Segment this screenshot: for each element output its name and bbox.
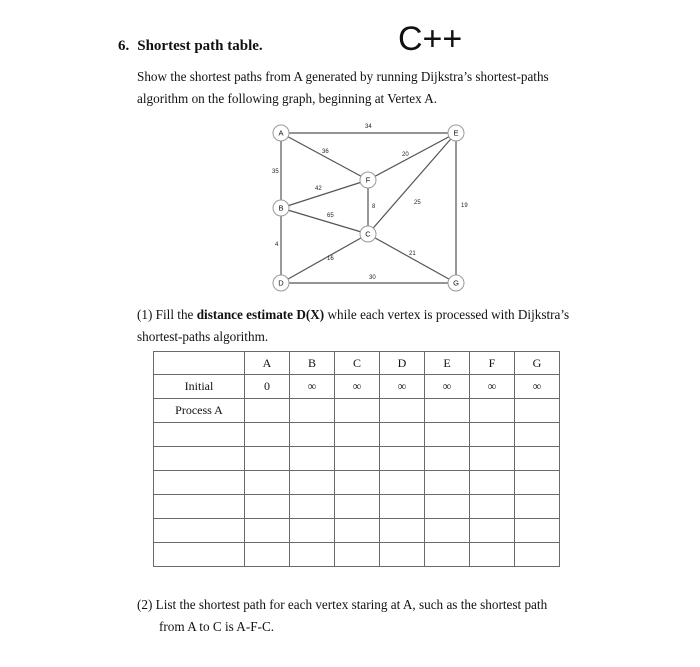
- edge-weight-b-d: 4: [275, 242, 279, 248]
- svg-text:B: B: [278, 203, 284, 213]
- part2-line-2: from A to C is A-F-C.: [159, 619, 275, 634]
- edge-d-c: [281, 234, 368, 283]
- svg-text:G: G: [453, 278, 459, 288]
- distance-cell[interactable]: [380, 543, 425, 567]
- row-label-cell: [154, 543, 245, 567]
- part1-bold: distance estimate D(X): [196, 307, 325, 322]
- table-row: [154, 495, 560, 519]
- part2-paragraph: [137, 594, 547, 638]
- distance-cell[interactable]: [380, 423, 425, 447]
- distance-cell[interactable]: [425, 471, 470, 495]
- distance-cell[interactable]: [335, 471, 380, 495]
- vertex-a: [273, 125, 289, 141]
- distance-cell[interactable]: [470, 543, 515, 567]
- row-label-cell: [154, 447, 245, 471]
- distance-cell[interactable]: [515, 423, 560, 447]
- column-header-d: D: [380, 352, 425, 375]
- row-label-cell: [154, 519, 245, 543]
- distance-cell[interactable]: [425, 495, 470, 519]
- distance-cell[interactable]: [380, 471, 425, 495]
- edge-weight-c-g: 21: [409, 251, 416, 257]
- distance-cell[interactable]: [470, 471, 515, 495]
- question-number: 6.: [118, 38, 130, 54]
- part1-paragraph: [137, 304, 569, 348]
- distance-cell[interactable]: 0: [245, 375, 290, 399]
- vertex-d: [273, 275, 289, 291]
- distance-cell[interactable]: [425, 543, 470, 567]
- edge-weight-a-e: 34: [365, 124, 372, 130]
- distance-cell[interactable]: [380, 447, 425, 471]
- distance-cell[interactable]: [380, 495, 425, 519]
- distance-cell[interactable]: ∞: [290, 375, 335, 399]
- distance-cell[interactable]: [515, 399, 560, 423]
- edge-c-g: [368, 234, 456, 283]
- distance-cell[interactable]: ∞: [470, 375, 515, 399]
- distance-cell[interactable]: ∞: [335, 375, 380, 399]
- column-header-b: B: [290, 352, 335, 375]
- distance-cell[interactable]: [425, 423, 470, 447]
- graph-diagram: [0, 0, 700, 300]
- edge-b-f: [281, 180, 368, 208]
- edge-weight-f-c: 8: [372, 204, 376, 210]
- distance-cell[interactable]: [425, 447, 470, 471]
- column-header-c: C: [335, 352, 380, 375]
- edge-weight-b-c: 65: [327, 213, 334, 219]
- part1-line-2: shortest-paths algorithm.: [137, 329, 269, 344]
- question-title: Shortest path table: [137, 38, 259, 54]
- distance-cell[interactable]: [335, 399, 380, 423]
- distance-cell[interactable]: [425, 519, 470, 543]
- table-row: [154, 519, 560, 543]
- distance-cell[interactable]: [245, 471, 290, 495]
- distance-cell[interactable]: [380, 519, 425, 543]
- distance-cell[interactable]: [245, 519, 290, 543]
- table-row: [154, 423, 560, 447]
- row-label-cell: [154, 423, 245, 447]
- distance-cell[interactable]: [245, 543, 290, 567]
- distance-cell[interactable]: [470, 399, 515, 423]
- svg-text:A: A: [278, 128, 284, 138]
- distance-cell[interactable]: ∞: [515, 375, 560, 399]
- intro-line-1: Show the shortest paths from A generated by running Dijkstra’s shortest-paths: [137, 69, 549, 84]
- edge-f-e: [368, 133, 456, 180]
- edge-weight-a-f: 36: [322, 149, 329, 155]
- vertex-b: [273, 200, 289, 216]
- part2-line-1: (2) List the shortest path for each vertex staring at A, such as the shortest path: [137, 597, 548, 612]
- distance-cell[interactable]: [245, 495, 290, 519]
- edge-weight-e-g: 19: [461, 203, 468, 209]
- distance-cell[interactable]: ∞: [425, 375, 470, 399]
- table-row: [154, 447, 560, 471]
- column-header-e: E: [425, 352, 470, 375]
- distance-cell[interactable]: [470, 495, 515, 519]
- row-label-cell: [154, 495, 245, 519]
- column-header-f: F: [470, 352, 515, 375]
- column-header-a: A: [245, 352, 290, 375]
- distance-cell[interactable]: [335, 519, 380, 543]
- svg-text:C: C: [365, 229, 371, 239]
- graph-weights: [272, 124, 468, 281]
- edge-weight-b-f: 42: [315, 186, 322, 192]
- edge-weight-d-g: 30: [369, 275, 376, 281]
- vertex-e: [448, 125, 464, 141]
- svg-text:F: F: [365, 175, 371, 185]
- distance-cell[interactable]: [515, 471, 560, 495]
- distance-cell[interactable]: [515, 519, 560, 543]
- distance-cell[interactable]: [245, 423, 290, 447]
- distance-cell[interactable]: [335, 447, 380, 471]
- distance-cell[interactable]: [335, 543, 380, 567]
- distance-cell[interactable]: [245, 447, 290, 471]
- row-label-cell: [154, 471, 245, 495]
- part1-line-1: [137, 304, 569, 326]
- part1-prefix: (1) Fill the: [137, 307, 197, 322]
- edge-c-e: [365, 133, 456, 234]
- distance-cell[interactable]: [290, 543, 335, 567]
- distance-cell[interactable]: [290, 495, 335, 519]
- distance-cell[interactable]: [290, 471, 335, 495]
- intro-line-2: algorithm on the following graph, beginning at Vertex A.: [137, 91, 438, 106]
- language-label: C++: [398, 20, 463, 58]
- distance-cell[interactable]: [290, 519, 335, 543]
- table-row: [154, 375, 560, 399]
- vertex-f: [360, 172, 376, 188]
- graph-edges: [281, 133, 456, 283]
- row-label-cell: Initial: [154, 375, 245, 399]
- edge-weight-a-b: 35: [272, 169, 279, 175]
- distance-cell[interactable]: [425, 399, 470, 423]
- distance-cell[interactable]: [515, 543, 560, 567]
- edge-a-f: [281, 133, 368, 180]
- distance-cell[interactable]: [515, 447, 560, 471]
- distance-cell[interactable]: [515, 495, 560, 519]
- edge-weight-c-e: 25: [414, 200, 421, 206]
- table-row: [154, 543, 560, 567]
- distance-cell[interactable]: [470, 519, 515, 543]
- distance-table: [153, 351, 560, 567]
- question-title-suffix: .: [258, 38, 263, 54]
- vertex-c: [360, 226, 376, 242]
- distance-cell[interactable]: [335, 423, 380, 447]
- table-header-row: [154, 352, 560, 375]
- distance-cell[interactable]: [290, 423, 335, 447]
- table-corner-cell: [154, 352, 245, 375]
- part1-suffix: while each vertex is processed with Dijkstra’s: [324, 307, 570, 322]
- edge-weight-f-e: 20: [402, 152, 409, 158]
- distance-cell[interactable]: [380, 399, 425, 423]
- distance-cell[interactable]: [470, 447, 515, 471]
- edge-b-c: [281, 208, 368, 234]
- edge-weight-d-c: 16: [327, 256, 334, 262]
- table-row: [154, 471, 560, 495]
- distance-cell[interactable]: [245, 399, 290, 423]
- table-row: [154, 399, 560, 423]
- distance-cell[interactable]: [470, 423, 515, 447]
- distance-cell[interactable]: ∞: [380, 375, 425, 399]
- column-header-g: G: [515, 352, 560, 375]
- row-label-cell: Process A: [154, 399, 245, 423]
- vertex-g: [448, 275, 464, 291]
- svg-text:D: D: [278, 278, 284, 288]
- distance-cell[interactable]: [290, 399, 335, 423]
- distance-cell[interactable]: [290, 447, 335, 471]
- svg-text:E: E: [453, 128, 459, 138]
- distance-cell[interactable]: [335, 495, 380, 519]
